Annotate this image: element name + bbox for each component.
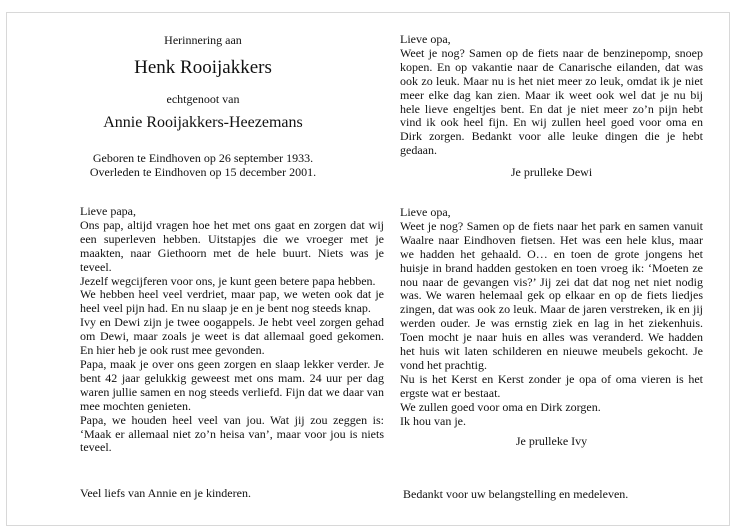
relation-text: echtgenoot van [166,92,240,106]
letter-papa [80,205,384,455]
letter-paragraph: Weet je nog? Samen op de fiets naar de benzinepomp, snoep kopen. En op vakantie naar de Canarische eilanden, dat was ook zo leuk. Maar nu is het niet meer zo leuk, omdat ik je niet meer elke dag kan zien. Maar ik weet ook wel dat je nu bij hele lieve engeltjes bent. En dat je niet meer zo’n pijn hebt vind ik ook heel fijn. En wij zullen heel goed voor oma en Dirk zorgen. Bedankt voor alle leuke dingen die je hebt gedaan. [400,45,703,158]
signature-dewi: Je prulleke Dewi [510,165,593,179]
letter-paragraph: Ik hou van je. [400,413,466,428]
heading-remembrance: Herinnering aan [164,33,242,47]
letter-paragraph: Papa, maak je over ons geen zorgen en slaap lekker verder. Je bent 42 jaar gelukkig geweest met ons mam. 24 uur per dag waren jullie samen en nog steeds verliefd. Fijn dat we daar van mee mochten genieten. [80,356,384,413]
signature-ivy: Je prulleke Ivy [515,434,588,448]
letter-greeting: Lieve papa, [80,204,136,218]
letter-closing: Veel liefs van Annie en je kinderen. [80,486,251,500]
letter-paragraph: We hebben heel veel verdriet, maar pap, we weten ook dat je heel veel pijn had. En nu slaap je en je bent nog steeds knap. [80,287,384,316]
letter-greeting: Lieve opa, [400,205,451,219]
letter-paragraph: We zullen goed voor oma en Dirk zorgen. [400,399,601,414]
thanks-line: Bedankt voor uw belangstelling en medeleven. [403,487,629,501]
letter-dewi [400,33,703,158]
birth-line: Geboren te Eindhoven op 26 september 1933. [92,151,314,165]
deceased-name: Henk Rooijakkers [134,57,272,78]
letter-paragraph: Jezelf wegcijferen voor ons, je kunt geen betere papa hebben. [80,273,376,288]
letter-ivy [400,206,703,429]
spouse-name: Annie Rooijakkers-Heezemans [103,114,303,131]
letter-paragraph: Nu is het Kerst en Kerst zonder je opa of oma vieren is het ergste wat er bestaat. [400,371,703,400]
letter-paragraph: Papa, we houden heel veel van jou. Wat jij zou zeggen is: ‘Maak er allemaal niet zo’n heisa van’, maar voor jou is niets teveel. [80,412,384,455]
letter-paragraph: Ons pap, altijd vragen hoe het met ons gaat en zorgen dat wij een superleven hebben. Uitstapjes die we vroeger met je maakten, naar Giethoorn met de hele buurt. Niets was je teveel. [80,217,384,274]
letter-paragraph: Ivy en Dewi zijn je twee oogappels. Je hebt veel zorgen gehad om Dewi, maar zoals je weet is dat allemaal goed gekomen. En hier heb je ook rust mee gevonden. [80,315,384,358]
letter-greeting: Lieve opa, [400,32,451,46]
death-line: Overleden te Eindhoven op 15 december 2001. [89,165,317,179]
letter-paragraph: Weet je nog? Samen op de fiets naar het park en samen vanuit Waalre naar Eindhoven fietsen. Het was een hele klus, maar we hadden het gehaald. O… en toen de grote jongens het huisje in brand hadden gestoken en toen vroeg ik: ‘Moeten ze nou naar de gevangen vis?’ Jij zei dat dat nog net niet nodig was. We waren helemaal gek op elkaar en op de fiets liedjes zingen, dat was ook zo leuk. Maar de jaren verstreken, ik en jij werden ouder. Je was ernstig ziek en lag in het ziekenhuis. Toen mocht je naar huis en alles was veranderd. We hadden het huis wit laten schilderen en nieuwe meubels gekocht. Je vond het prachtig. [400,218,703,372]
